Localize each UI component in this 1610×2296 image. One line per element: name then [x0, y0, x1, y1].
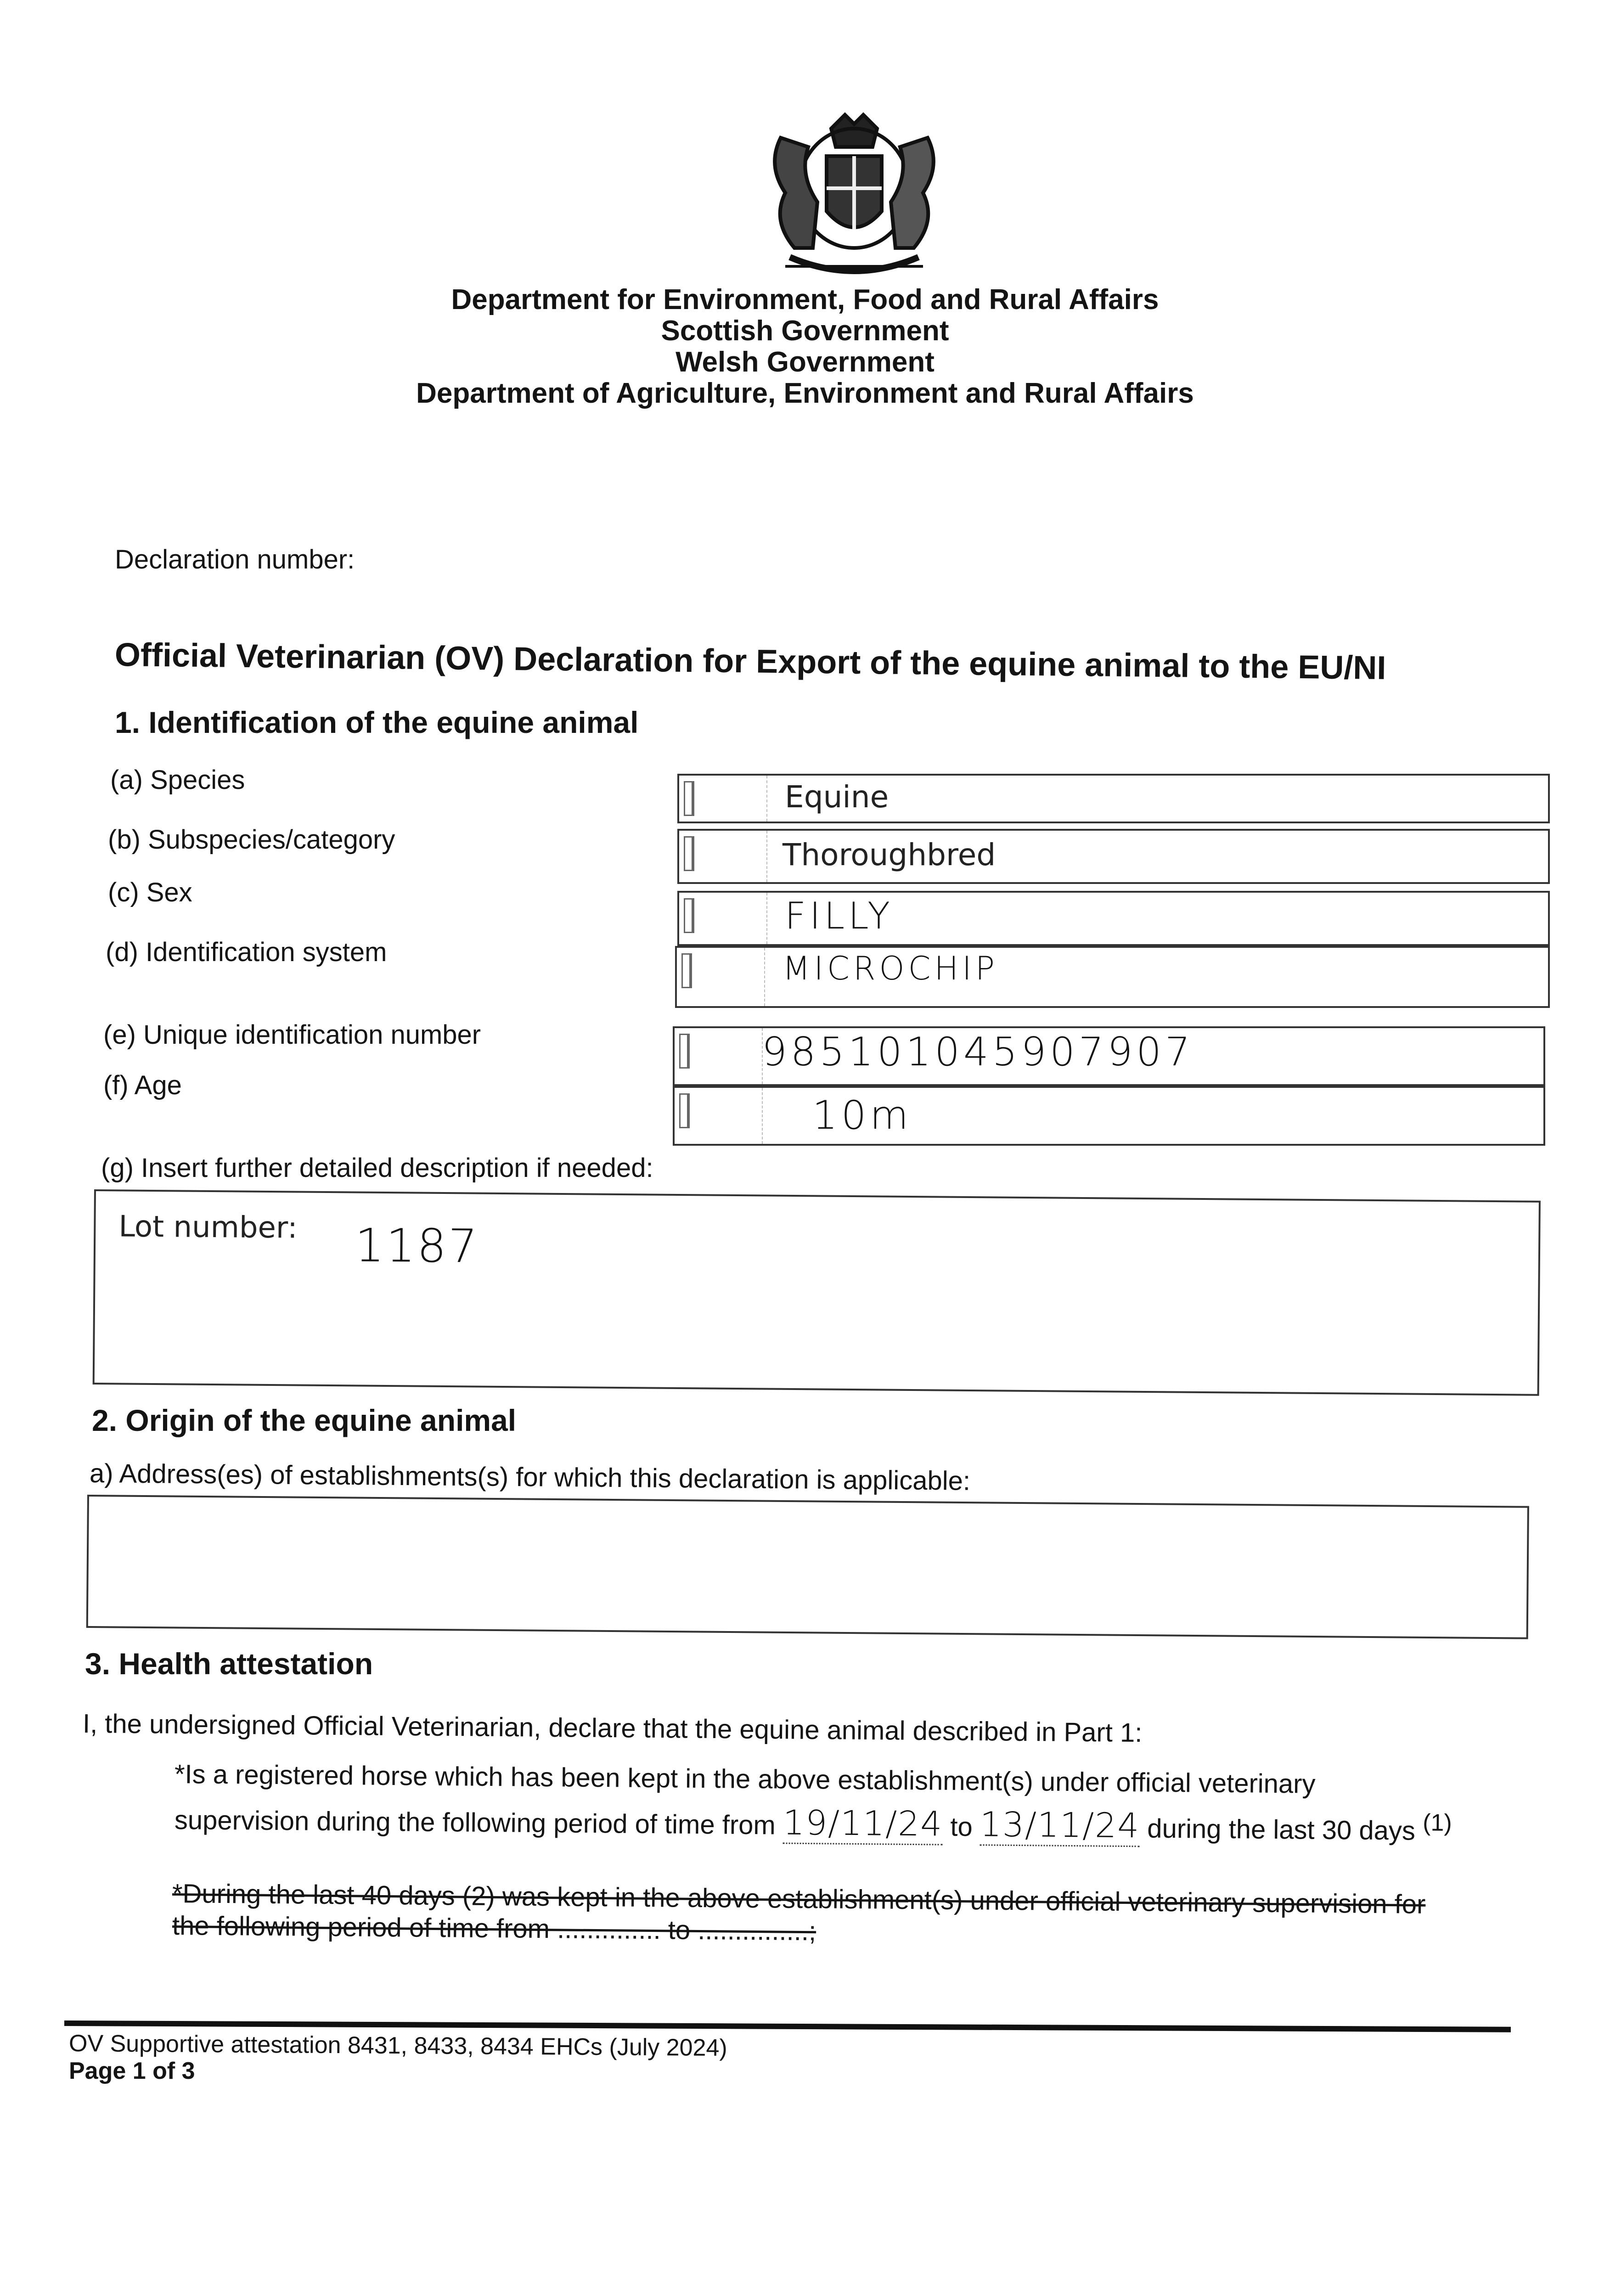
species-field[interactable] [677, 774, 1550, 823]
field-marker [679, 1034, 690, 1069]
field-marker [684, 781, 694, 816]
clause1-pre: supervision during the following period of time from [174, 1805, 776, 1840]
address-label: a) Address(es) of establishments(s) for which this declaration is applicable: [89, 1458, 971, 1496]
department-line-daera: Department of Agriculture, Environment and Rural Affairs [416, 377, 1194, 409]
subspecies-field[interactable] [677, 829, 1550, 884]
clause1-line1: *Is a registered horse which has been kept in the above establishment(s) under official veterinary [174, 1759, 1316, 1799]
department-line-scottish: Scottish Government [661, 315, 949, 347]
clause2-line1: *During the last 40 days (2) was kept in the above establishment(s) under official veterinary supervision for [172, 1879, 1426, 1919]
clause1-footnote: (1) [1422, 1809, 1452, 1836]
lot-number-value: 1187 [355, 1218, 480, 1273]
royal-coat-of-arms [753, 110, 955, 285]
sex-field[interactable] [677, 891, 1550, 946]
field-marker [684, 836, 694, 871]
declaration-number-label: Declaration number: [115, 545, 355, 574]
field-marker [684, 898, 694, 933]
sex-label: (c) Sex [108, 878, 192, 907]
identification-system-label: (d) Identification system [106, 937, 387, 967]
clause1-to-date: 13/11/24 [980, 1805, 1140, 1847]
age-field[interactable] [673, 1086, 1545, 1146]
field-divider [764, 948, 765, 1006]
address-box[interactable] [86, 1495, 1529, 1639]
section1-heading: 1. Identification of the equine animal [115, 705, 639, 739]
section2-heading: 2. Origin of the equine animal [92, 1403, 517, 1437]
field-divider [762, 1088, 763, 1144]
field-divider [766, 893, 767, 944]
clause1-from-date: 19/11/24 [783, 1803, 943, 1846]
department-line-welsh: Welsh Government [676, 346, 934, 378]
clause1-line2 [175, 1798, 1452, 1848]
field-divider [766, 831, 767, 882]
field-marker [681, 953, 692, 988]
clause1-post: during the last 30 days [1147, 1813, 1416, 1846]
unique-id-label: (e) Unique identification number [103, 1020, 481, 1050]
species-label: (a) Species [110, 765, 245, 795]
further-description-label: (g) Insert further detailed description if needed: [101, 1153, 653, 1183]
footer-rule [64, 2020, 1511, 2032]
department-line-defra: Department for Environment, Food and Rural Affairs [451, 284, 1159, 315]
subspecies-value: Thoroughbred [782, 837, 996, 872]
identification-system-value: MICROCHIP [782, 950, 999, 987]
age-value: 10m [812, 1092, 912, 1138]
species-value: Equine [785, 779, 889, 815]
unique-id-field[interactable] [673, 1026, 1545, 1086]
page-title: Official Veterinarian (OV) Declaration for Export of the equine animal to the EU/NI [114, 636, 1386, 687]
field-marker [679, 1093, 690, 1128]
identification-system-field[interactable] [675, 946, 1550, 1008]
section3-heading: 3. Health attestation [85, 1647, 373, 1681]
field-divider [766, 776, 767, 822]
unique-id-value: 985101045907907 [762, 1029, 1194, 1075]
footer-page-number: Page 1 of 3 [69, 2058, 195, 2084]
clause1-mid: to [950, 1812, 973, 1842]
age-label: (f) Age [103, 1070, 182, 1100]
footer-attestation: OV Supportive attestation 8431, 8433, 8434 EHCs (July 2024) [68, 2030, 727, 2062]
lot-number-label: Lot number: [118, 1210, 298, 1245]
further-description-box[interactable] [93, 1189, 1541, 1396]
subspecies-label: (b) Subspecies/category [108, 825, 395, 855]
sex-value: FILLY [785, 895, 894, 937]
attestation-intro: I, the undersigned Official Veterinarian, declare that the equine animal described in Part 1: [82, 1709, 1143, 1748]
clause2-line2: the following period of time from .............. to ...............; [172, 1911, 816, 1947]
